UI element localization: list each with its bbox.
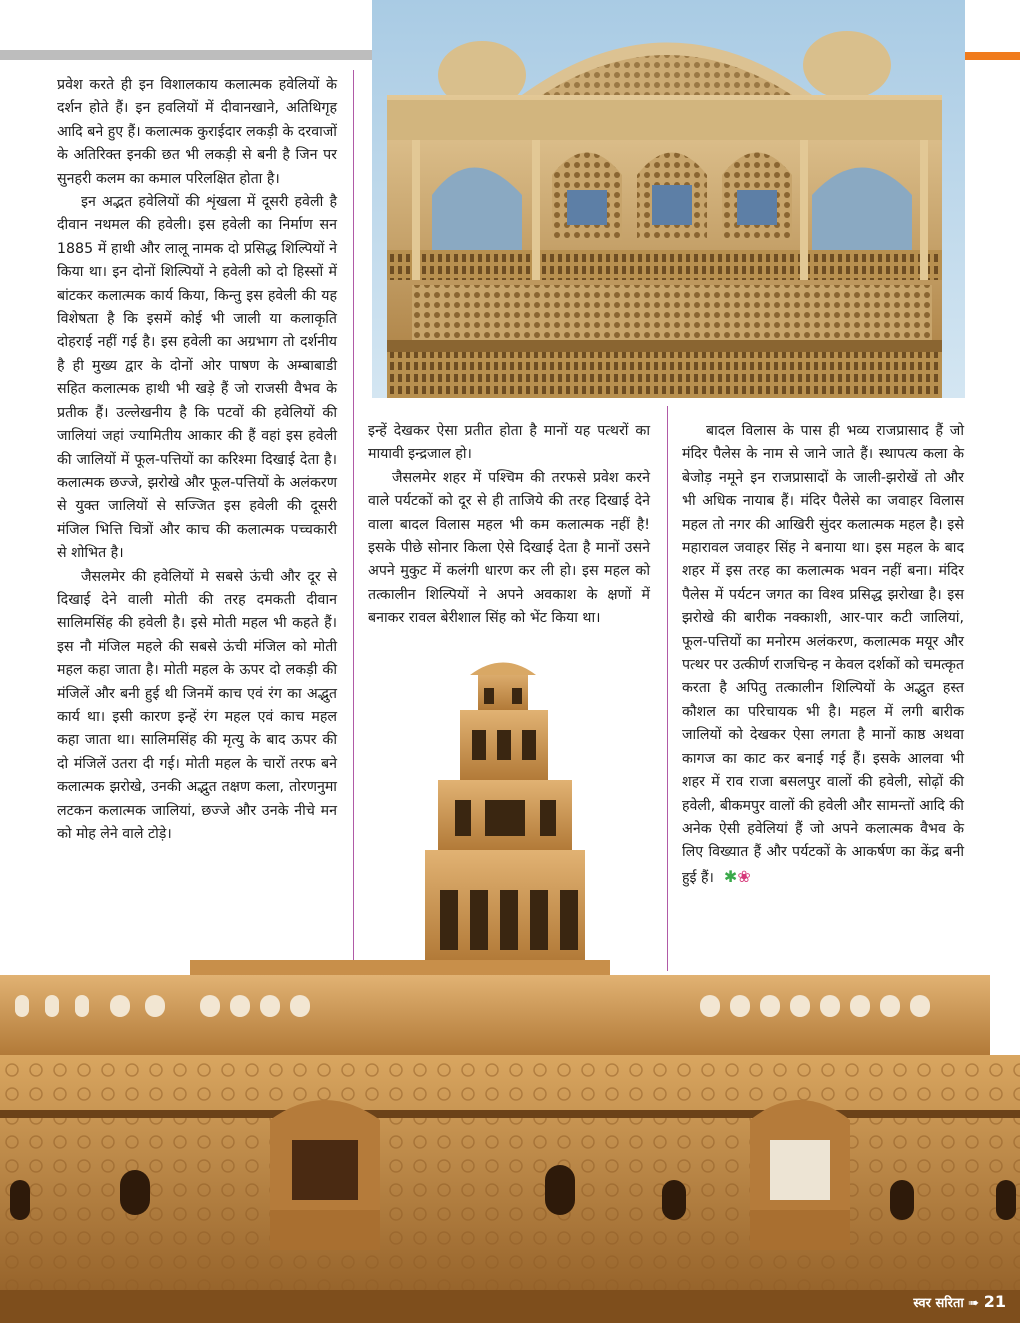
photo-jharokha-balcony (372, 0, 965, 398)
page-number: 21 (983, 1292, 1006, 1311)
paragraph (682, 420, 964, 890)
paragraph: प्रवेश करते ही इन विशालकाय कलात्मक हवेलियों के दर्शन होते हैं। इन हवलियों में दीवानखाने, अतिथिगृह आदि बने हुए हैं। कलात्मक कुराईदार लकड़ी के दरवाजों के अतिरिक्त इनकी छत भी लकड़ी से बनी है जिन पर सुनहरी कलम का कमाल परिलक्षित होता है। (57, 77, 337, 187)
paragraph: इन अद्भत हवेलियों की शृंखला में दूसरी हवेली है दीवान नथमल की हवेली। इस हवेली का निर्माण सन 1885 में हाथी और लालू नामक दो प्रसिद्ध शिल्पियों ने किया था। इन दोनों शिल्पियों ने हवेली को दो हिस्सों में बांटकर कलात्मक कार्य किया, किन्तु इस हवेली की यह विशेषता है कि इसमें कोई भी जाली या कलाकृति दोहराई नहीं गई है। इस हवेली का अग्रभाग तो दर्शनीय है ही मुख्य द्वार के दोनों ओर पाषण के अम्बाबाडी सहित कलात्मक हाथी भी खड़े हैं जो राजसी वैभव के प्रतीक हैं। उल्लेखनीय है कि पटवों की हवेलियों की जालियां जहां ज्यामितीय आकार की हैं वहां इस हवेली की जालियों में फूल-पत्तियों का करिश्मा दिखाई देता है। कलात्मक छज्जे, झरोखे और फूल-पत्तियों के अलंकरण से युक्त जालियों से सज्जित इस हवेली की दूसरी मंजिल भित्ति चित्रों और काच की कलात्मक पच्चकारी से शोभित है। (57, 194, 337, 562)
header-grey-bar (0, 50, 372, 60)
page-footer (913, 1292, 1006, 1311)
paragraph: इन्हें देखकर ऐसा प्रतीत होता है मानों यह पत्थरों का मायावी इन्द्रजाल हो। (368, 423, 650, 463)
text-column-3 (682, 420, 964, 890)
paragraph: जैसलमेर की हवेलियों मे सबसे ऊंची और दूर से दिखाई देने वाली मोती की तरह दमकती दीवान सालिमसिंह की हवेली है। इसे मोती महल भी कहते हैं। इस नौ मंजिल महले की सबसे ऊंची मंजिल को मोती महल कहा जाता है। मोती महल के ऊपर दो लकड़ी की मंजिलें और बनी हुई थी जिनमें काच एवं रंग का अद्भुत कार्य था। इसी कारण इन्हें रंग महल एवं काच महल कहा जाता था। सालिमसिंह की मृत्यु के बाद ऊपर की दो मंजिलें उतरा दी गई। मोती महल के चारों तरफ बने कलात्मक झरोखे, उनकी अद्भुत तक्षण कला, तोरणनुमा लटकन कलात्मक जालियां, छज्जे और उनके नीचे मन को मोह लेने वाले टोड़े। (57, 568, 337, 842)
paragraph: जैसलमेर शहर में पश्चिम की तरफसे प्रवेश करने वाले पर्यटकों को दूर से ही ताजिये की तरह दिखाई देने वाला बादल विलास महल भी कम कलात्मक नहीं है! इसके पीछे सोनार किला ऐसे दिखाई देता है मानों उसने अपने मुकुट में कलंगी धारण कर ली हो। इस महल को तत्कालीन शिल्पियों ने अपने अवकाश के क्षणों में बनाकर रावल बेरीशाल सिंह को भेंट किया था। (368, 469, 650, 627)
paragraph-text: बादल विलास के पास ही भव्य राजप्रासाद हैं जो मंदिर पैलेस के नाम से जाने जाते हैं। स्थापत्य कला के बेजोड़ नमूने इन राजप्रासादों के जाली-झरोखें तो और भी अधिक नायाब हैं। मंदिर पैलेसे का जवाहर विलास महल तो नगर की आखिरी सुंदर कलात्मक महल है। इसे महारावल जवाहर सिंह ने बनाया था। इस महल के बाद शहर में इस तरह का कलात्मक भवन नहीं बना। मंदिर पैलेस में पर्यटन जगत का विश्व प्रसिद्ध झरोखा है। इस झरोखे की बारीक नक्काशी, आर-पार कटी जालियां, फूल-पत्तियों का मनोरम अलंकरण, कलात्मक मयूर और पत्थर पर उत्कीर्ण राजचिन्ह न केवल दर्शकों को चमत्कृत करता है अपितु तत्कालीन शिल्पियों के अद्भुत हस्त कौशल का परिचायक भी है। महल में लगी बारीक जालियों को देखकर ऐसा लगता है मानों काष्ठ अथवा कागज का काट कर बनाई गई हैं। इसके आलवा भी शहर में राव राजा बसलपुर वालों की हवेली, सोढ़ों की हवेली, बीकमपुर वालों की हवेली और सामन्तों आदि की अनेक ऐसी हवेलियां हैं जो अपने कलात्मक वैभव के लिए विख्यात हैं और पर्यटकों के आकर्षण का केंद्र बनी हुई हैं। (682, 423, 964, 886)
magazine-name: स्वर सरिता (913, 1296, 964, 1311)
text-column-1 (57, 74, 337, 846)
text-column-2 (368, 420, 650, 631)
arrow-icon: ➠ (968, 1296, 980, 1311)
end-flower-icon: ✱❀ (723, 866, 751, 886)
header-orange-bar (965, 52, 1020, 60)
